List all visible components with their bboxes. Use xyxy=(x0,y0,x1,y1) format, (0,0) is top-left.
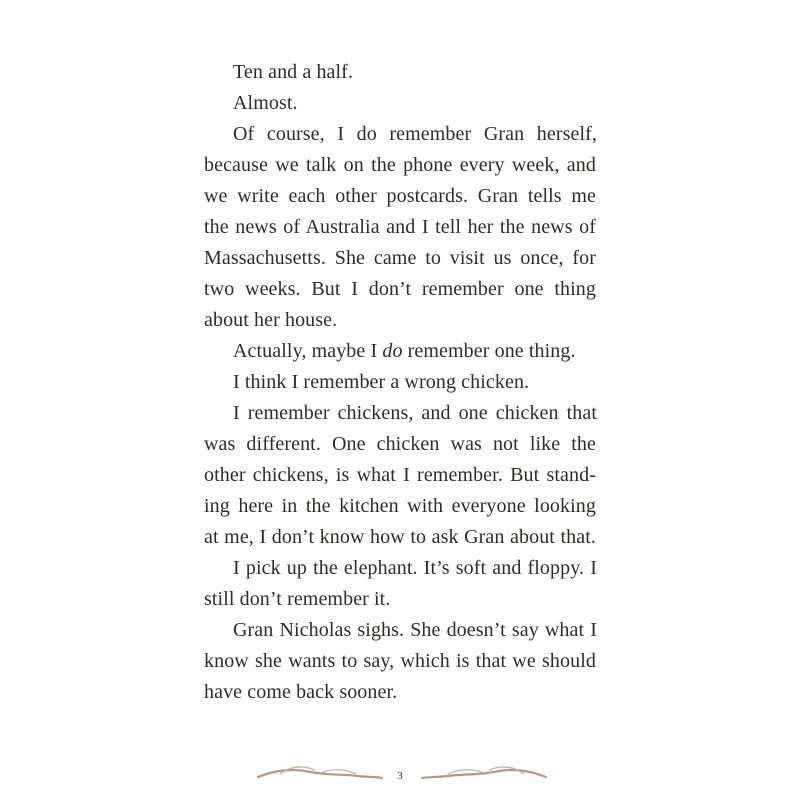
left-ornament-icon xyxy=(256,762,384,784)
text-line: two weeks. But I don’t remember one thing xyxy=(204,278,596,300)
text-line: because we talk on the phone every week, and xyxy=(204,154,596,176)
text-line: I think I remember a wrong chicken. xyxy=(233,371,530,393)
text-line: ing here in the kitchen with everyone looking xyxy=(204,495,596,517)
text-line: Ten and a half. xyxy=(233,61,354,83)
right-ornament-icon xyxy=(420,762,548,784)
text-line: I remember chickens, and one chicken that xyxy=(233,402,597,424)
text-line: have come back sooner. xyxy=(204,681,398,703)
text-span: remember one thing. xyxy=(402,340,576,362)
page-number: 3 xyxy=(397,770,403,782)
text-line: other chickens, is what I remember. But stand- xyxy=(204,464,596,486)
text-line xyxy=(233,341,576,361)
text-line: I pick up the elephant. It’s soft and floppy. I xyxy=(233,557,597,579)
text-line: was different. One chicken was not like the xyxy=(204,433,596,455)
text-line: Massachusetts. She came to visit us once, for xyxy=(204,247,596,269)
text-span: Actually, maybe I xyxy=(233,340,383,362)
text-line: at me, I don’t know how to ask Gran about that. xyxy=(204,526,596,548)
emphasis-text: do xyxy=(382,340,403,362)
text-line: Gran Nicholas sighs. She doesn’t say what I xyxy=(233,619,597,641)
text-line: Of course, I do remember Gran herself, xyxy=(233,123,597,145)
text-line: still don’t remember it. xyxy=(204,588,391,610)
text-line: the news of Australia and I tell her the news of xyxy=(204,216,596,238)
text-line: we write each other postcards. Gran tells me xyxy=(204,185,596,207)
text-line: about her house. xyxy=(204,309,338,331)
text-line: know she wants to say, which is that we should xyxy=(204,650,596,672)
text-line: Almost. xyxy=(233,92,298,114)
